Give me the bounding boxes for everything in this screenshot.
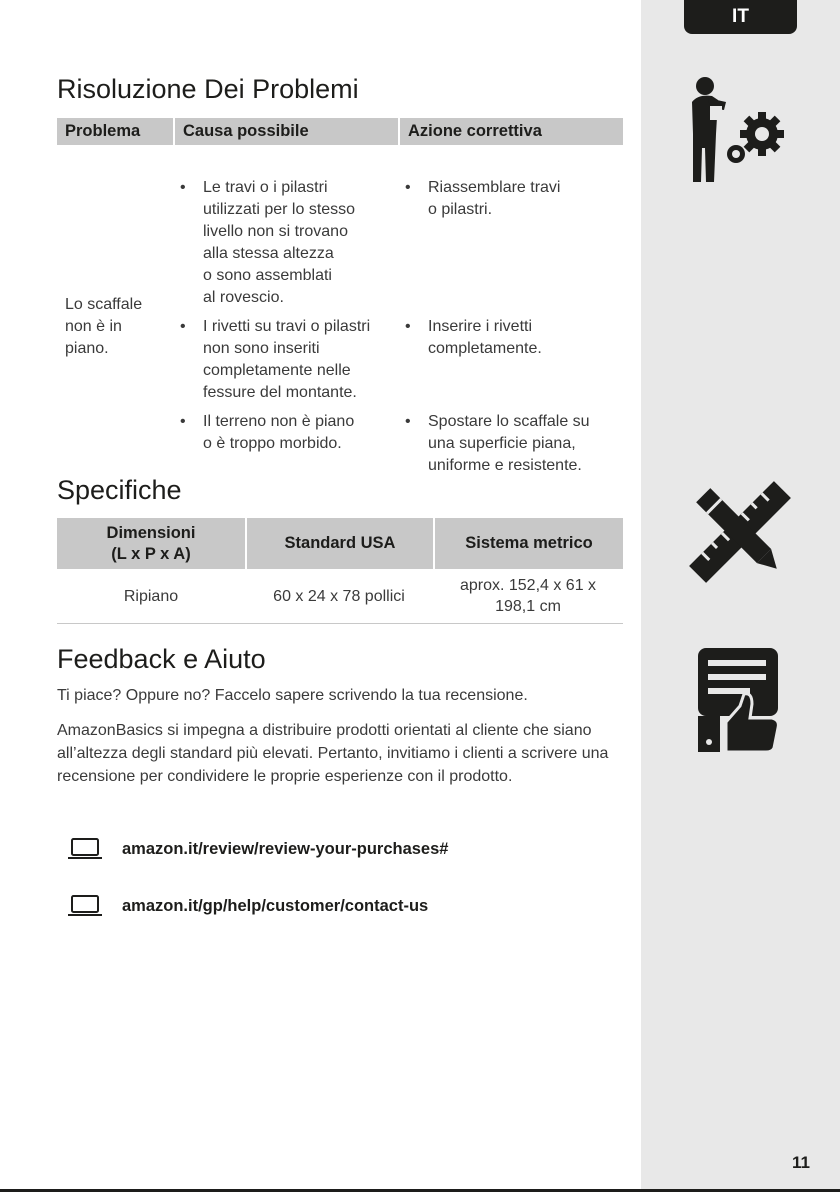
action-text: Inserire i rivetti completamente. <box>428 318 542 357</box>
cause-item <box>175 411 354 455</box>
pencil-ruler-icon <box>688 480 792 584</box>
problem-text: Lo scaffale non è in piano. <box>65 296 143 357</box>
header-action: Azione correttiva <box>398 118 623 145</box>
header-problem: Problema <box>65 122 141 140</box>
language-tab: IT <box>684 0 797 34</box>
review-thumbs-up-icon <box>698 648 782 752</box>
table-header <box>57 118 623 145</box>
table-row <box>57 569 623 624</box>
header-metric: Sistema metrico <box>433 518 623 569</box>
header-cause: Causa possibile <box>173 118 398 145</box>
feedback-title: Feedback e Aiuto <box>57 644 266 674</box>
cell-usa: 60 x 24 x 78 pollici <box>273 587 405 605</box>
bullet: • <box>405 318 411 335</box>
specs-table <box>57 518 623 624</box>
laptop-icon <box>68 895 102 917</box>
review-link-row <box>68 838 448 860</box>
contact-link[interactable]: amazon.it/gp/help/customer/contact-us <box>122 896 429 915</box>
action-item <box>400 411 590 477</box>
contact-link-row <box>68 895 428 917</box>
header-usa: Standard USA <box>245 518 433 569</box>
troubleshooting-title: Risoluzione Dei Problemi <box>57 74 359 104</box>
cause-item <box>175 177 355 309</box>
header-dimensions: Dimensioni (L x P x A) <box>106 523 196 563</box>
cell-item: Ripiano <box>123 587 179 605</box>
cause-text: Le travi o i pilastri utilizzati per lo stesso livello non si trovano alla stessa altezza o sono assemblati al rovescio. <box>203 179 356 306</box>
action-text: Spostare lo scaffale su una superficie piana, uniforme e resistente. <box>428 413 590 474</box>
bullet: • <box>180 413 186 430</box>
bullet: • <box>180 179 186 196</box>
laptop-icon <box>68 838 102 860</box>
feedback-intro: Ti piace? Oppure no? Faccelo sapere scrivendo la tua recensione. <box>57 687 528 704</box>
review-link[interactable]: amazon.it/review/review-your-purchases# <box>122 839 449 858</box>
cause-text: Il terreno non è piano o è troppo morbido. <box>203 413 355 452</box>
cause-item <box>175 316 370 404</box>
bullet: • <box>405 413 411 430</box>
cause-text: I rivetti su travi o pilastri non sono inseriti completamente nelle fessure del montante. <box>203 318 371 401</box>
action-item <box>400 177 560 221</box>
action-text: Riassemblare travi o pilastri. <box>428 179 561 218</box>
person-gear-icon <box>688 76 790 184</box>
page-number: 11 <box>792 1153 810 1172</box>
feedback-body: AmazonBasics si impegna a distribuire prodotti orientati al cliente che siano all’altezza degli standard più elevati. Pertanto, invitiamo i clienti a scrivere una recensione per condividere le proprie esperienze con il prodotto. <box>57 722 609 785</box>
cell-metric: aprox. 152,4 x 61 x 198,1 cm <box>459 577 597 615</box>
bullet: • <box>180 318 186 335</box>
action-item <box>400 316 542 360</box>
specs-title: Specifiche <box>57 475 182 505</box>
table-body <box>57 145 623 485</box>
troubleshooting-table <box>57 118 623 485</box>
bullet: • <box>405 179 411 196</box>
table-header <box>57 518 623 569</box>
